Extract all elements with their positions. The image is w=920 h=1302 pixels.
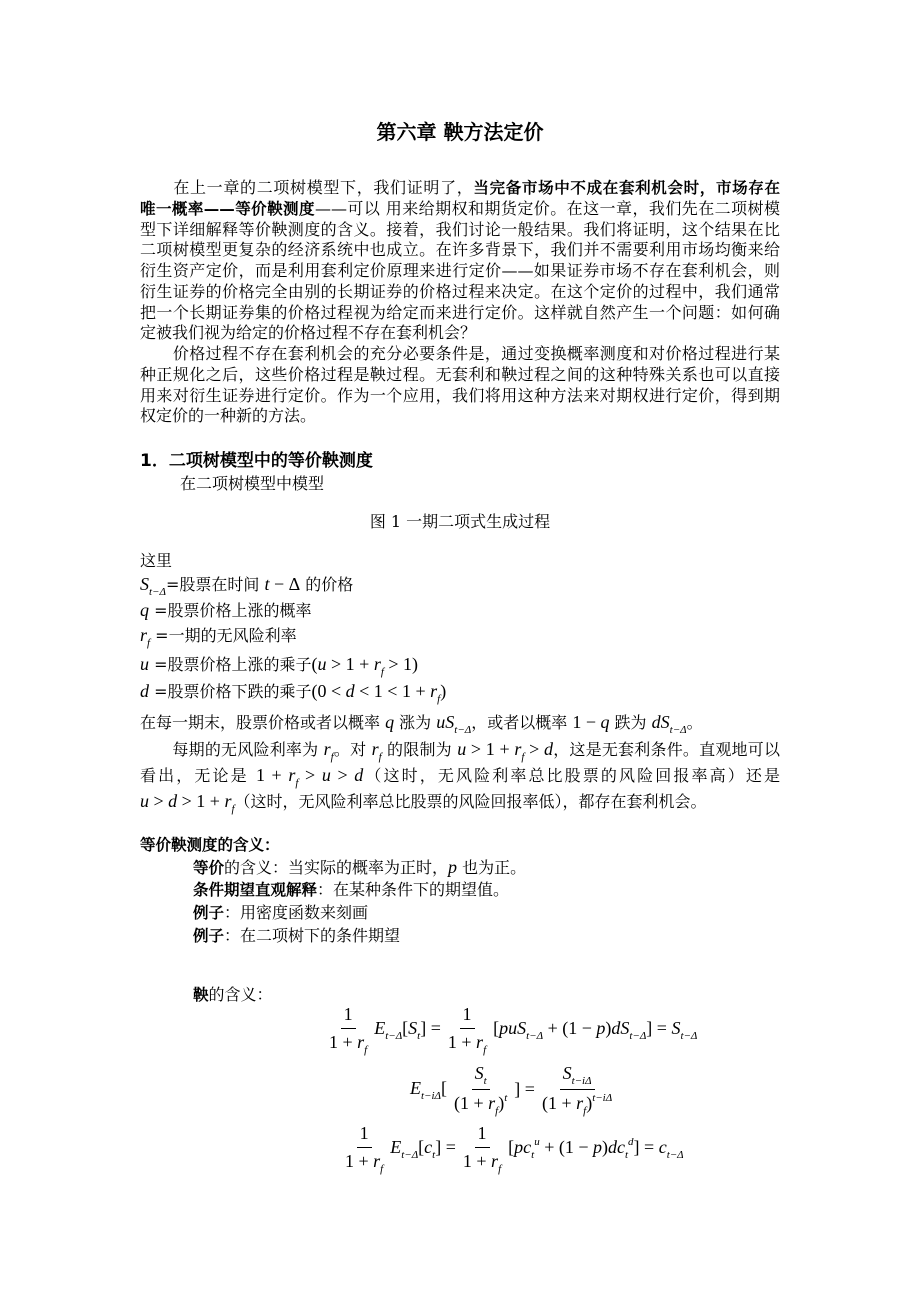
bold-text: 例子: [193, 904, 225, 922]
math-symbol: q: [140, 600, 149, 620]
math-text: (: [311, 654, 318, 674]
fraction: [451, 1062, 510, 1117]
math-symbol: u: [140, 654, 149, 674]
figure-caption: 图 1 一期二项式生成过程: [369, 512, 551, 531]
para2-line: [140, 386, 780, 406]
para1-line: [140, 178, 780, 198]
math-symbol: E: [374, 1018, 386, 1038]
bold-text: 当完备市场中不成在套利机会时，市场存在: [473, 179, 780, 197]
subscript: t−iΔ: [421, 1090, 441, 1102]
subscript: t−Δ: [401, 1149, 419, 1161]
text-run: 定被我们视为给定的价格过程不存在套利机会？: [140, 323, 477, 342]
text-run: （这时，无风险利率总比股票的风险回报率高）还是: [363, 766, 781, 785]
subscript: f: [521, 751, 525, 763]
para1-line: [140, 282, 780, 302]
math-symbol: u: [140, 791, 149, 811]
meaning-item: [193, 903, 833, 923]
para2-line: [140, 406, 780, 426]
math-symbol: c: [658, 1137, 667, 1157]
eq-term: [514, 1078, 535, 1101]
text-run: 涨为: [394, 713, 437, 732]
definition-line: [140, 681, 780, 709]
superscript: t−iΔ: [592, 1092, 613, 1104]
math-symbol: r: [373, 1151, 381, 1171]
math-text: [: [402, 1018, 409, 1038]
para1-line: [140, 261, 780, 281]
math-text: 1: [462, 1004, 472, 1024]
math-text: 1 +: [462, 1151, 492, 1171]
math-text: ] =: [514, 1079, 535, 1099]
math-symbol: r: [357, 1032, 365, 1052]
definition-line: [140, 654, 780, 682]
superscript: t: [504, 1092, 508, 1104]
definition-line: [140, 574, 780, 602]
text-run: 型下详细解释等价鞅测度的含义。接着，我们讨论一般结果。我们将证明，这个结果在比: [140, 220, 780, 239]
math-text: (1 +: [454, 1093, 489, 1113]
math-text: > 1 +: [326, 654, 374, 674]
text-run: =股票在时间: [165, 575, 265, 594]
subscript: f: [495, 1105, 499, 1117]
superscript: u: [534, 1136, 540, 1148]
math-text: ): [601, 1137, 608, 1157]
math-text: ] =: [646, 1018, 672, 1038]
math-text: 1 −: [572, 712, 601, 732]
text-run: 在每一期末，股票价格或者以概率: [140, 713, 386, 732]
para1-line: [140, 199, 780, 219]
text-run: 的含义：当实际的概率为正时，: [224, 858, 449, 877]
equation-2: [410, 1062, 619, 1117]
math-symbol: dc: [607, 1137, 625, 1157]
math-text: [: [418, 1137, 425, 1157]
subscript: t−Δ: [454, 724, 472, 736]
bold-text: 等价: [193, 859, 225, 877]
text-run: ：在二项树下的条件期望: [224, 926, 401, 945]
math-symbol: d: [140, 681, 149, 701]
definition-line: [140, 551, 780, 571]
martingale-label: [193, 985, 833, 1005]
subscript: t−Δ: [666, 1149, 684, 1161]
para1-line: [140, 303, 780, 323]
text-run: 把一个长期证券集的价格过程视为给定而来进行定价。这样就自然产生一个问题：如何确: [140, 303, 780, 322]
math-symbol: E: [410, 1078, 421, 1098]
math-text: 1 +: [345, 1151, 374, 1171]
math-text: [: [441, 1078, 447, 1098]
para3-line: [140, 765, 780, 793]
subscript: t: [531, 1149, 535, 1161]
math-symbol: S: [408, 1018, 418, 1038]
text-run: 价格过程不存在套利机会的充分必要条件是，通过变换概率测度和对价格过程进行某: [140, 344, 780, 363]
subscript: f: [147, 637, 151, 649]
math-text: > 1): [383, 654, 419, 674]
text-run: 的价格: [300, 575, 354, 594]
subscript: f: [483, 1044, 487, 1056]
text-run: =股票价格下跌的乘子: [149, 682, 312, 701]
math-text: [: [508, 1137, 515, 1157]
math-symbol: r: [488, 1093, 496, 1113]
subscript: t−Δ: [385, 1030, 403, 1042]
math-text: ] =: [435, 1137, 456, 1157]
fraction: [460, 1122, 504, 1175]
para2-line: [140, 365, 780, 385]
eq-term: [374, 1017, 441, 1042]
subscript: f: [380, 666, 384, 678]
math-text: ] =: [633, 1137, 659, 1157]
math-text: >: [330, 765, 355, 785]
math-symbol: puS: [499, 1018, 527, 1038]
math-text: >: [298, 765, 322, 785]
math-symbol: r: [371, 739, 379, 759]
math-symbol: p: [448, 857, 458, 877]
subscript: t−Δ: [629, 1030, 647, 1042]
math-text: 1: [359, 1123, 369, 1143]
subscript: t−Δ: [149, 586, 166, 598]
subscript: t−iΔ: [571, 1075, 592, 1087]
text-run: ：用密度函数来刻画: [224, 903, 369, 922]
equation-1: [322, 1003, 697, 1056]
definition-line: [140, 712, 780, 740]
math-symbol: d: [544, 739, 553, 759]
math-symbol: r: [576, 1093, 584, 1113]
fraction: [445, 1003, 489, 1056]
subscript: t−Δ: [669, 724, 687, 736]
math-symbol: r: [140, 625, 148, 645]
bold-text: 鞅: [193, 986, 209, 1004]
meaning-item: [193, 926, 833, 946]
math-text: 1 +: [255, 765, 289, 785]
text-run: ——可以 用来给期权和期货定价。在这一章，我们先在二项树模: [314, 199, 780, 218]
math-text: < 1 < 1 +: [354, 681, 431, 701]
fraction: [342, 1122, 386, 1175]
meaning-item: [193, 857, 833, 878]
math-symbol: dS: [611, 1018, 630, 1038]
math-text: ): [440, 681, 447, 701]
math-symbol: r: [514, 739, 522, 759]
text-run: 种正规化之后，这些价格过程是鞅过程。无套利和鞅过程之间的这种特殊关系也可以直接: [140, 365, 780, 384]
eq-term: [493, 1017, 697, 1042]
math-symbol: d: [168, 791, 178, 811]
math-text: >: [149, 791, 169, 811]
bold-text: 例子: [193, 927, 225, 945]
math-symbol: p: [596, 1018, 606, 1038]
math-text: + (1 −: [539, 1137, 593, 1157]
eq-term: [390, 1136, 456, 1161]
bold-text: 唯一概率——等价鞅测度: [140, 200, 315, 218]
math-text: ): [498, 1093, 505, 1113]
chapter-title: 第六章 鞅方法定价: [376, 120, 544, 144]
text-run: 衍生证券的价格完全由别的长期证券的价格过程来决定。在这个定价的过程中，我们通常: [140, 282, 780, 301]
subscript: f: [378, 751, 382, 763]
math-symbol: c: [424, 1137, 433, 1157]
math-text: + (1 −: [543, 1018, 597, 1038]
math-text: [: [493, 1018, 500, 1038]
math-text: 1: [343, 1004, 353, 1024]
text-run: =股票价格上涨的乘子: [149, 655, 312, 674]
math-symbol: r: [224, 791, 232, 811]
math-text: 1 +: [329, 1032, 358, 1052]
math-symbol: u: [457, 739, 467, 759]
subscript: f: [330, 751, 334, 763]
math-symbol: t: [264, 574, 270, 594]
math-text: ] =: [420, 1018, 441, 1038]
math-symbol: E: [390, 1137, 402, 1157]
subscript: t−Δ: [526, 1030, 544, 1042]
text-run: 。: [686, 713, 703, 732]
math-symbol: r: [430, 681, 438, 701]
math-symbol: r: [476, 1032, 484, 1052]
subscript: f: [437, 693, 441, 705]
math-symbol: d: [345, 681, 355, 701]
subscript: f: [380, 1163, 384, 1175]
math-symbol: r: [491, 1151, 499, 1171]
meaning-heading: 等价鞅测度的含义：: [140, 836, 280, 854]
eq-term: [410, 1077, 447, 1102]
subscript: t: [432, 1149, 436, 1161]
math-symbol: S: [140, 574, 149, 594]
text-run: ，或者以概率: [471, 713, 573, 732]
math-symbol: r: [373, 654, 381, 674]
fraction: [539, 1062, 615, 1117]
math-symbol: S: [474, 1063, 484, 1083]
subscript: f: [583, 1105, 587, 1117]
math-text: > 1 +: [177, 791, 225, 811]
math-symbol: S: [671, 1018, 681, 1038]
text-run: 二项树模型更复杂的经济系统中也成立。在许多背景下，我们并不需要利用市场均衡来给: [140, 240, 780, 259]
superscript: d: [628, 1136, 634, 1148]
text-run: 也为正。: [457, 858, 527, 877]
bold-text: 条件期望直观解释: [193, 881, 318, 899]
math-symbol: uS: [436, 712, 455, 732]
math-text: >: [524, 739, 544, 759]
subscript: t: [417, 1030, 421, 1042]
text-run: ，这是无套利条件。直观地可以: [553, 740, 780, 759]
math-symbol: u: [321, 765, 331, 785]
definition-line: [140, 600, 780, 621]
text-run: ：在某种条件下的期望值。: [317, 880, 510, 899]
text-run: 的限制为: [381, 740, 458, 759]
math-text: > 1 +: [466, 739, 515, 759]
text-run: 衍生资产定价，而是利用套利定价原理来进行定价——如果证券市场不存在套利机会，则: [140, 261, 780, 280]
math-symbol: d: [354, 765, 364, 785]
text-run: （这时，无风险利率总比股票的风险回报率低），都存在套利机会。: [234, 792, 707, 811]
math-text: (1 +: [541, 1093, 577, 1113]
eq-term: [508, 1136, 684, 1161]
text-run: 用来对衍生证券进行定价。作为一个应用，我们将用这种方法来对期权进行定价，得到期: [140, 386, 780, 405]
math-symbol: r: [288, 765, 296, 785]
math-text: ): [586, 1093, 593, 1113]
math-text: 1: [477, 1123, 487, 1143]
equation-3: [338, 1122, 684, 1175]
section-intro: 在二项树模型中模型: [180, 474, 325, 493]
math-symbol: pc: [514, 1137, 532, 1157]
para2-line: [140, 344, 780, 364]
para1-line: [140, 220, 780, 240]
text-run: =股票价格上涨的概率: [149, 601, 312, 620]
math-text: (0 <: [311, 681, 346, 701]
math-symbol: u: [317, 654, 327, 674]
fraction: [326, 1003, 370, 1056]
subscript: t: [624, 1149, 629, 1161]
text-run: 看出，无论是: [140, 766, 256, 785]
subscript: f: [231, 803, 235, 815]
text-run: 。对: [333, 740, 372, 759]
para1-line: [140, 240, 780, 260]
para1-line: [140, 323, 780, 343]
math-text: ): [605, 1018, 612, 1038]
text-run: 每期的无风险利率为: [140, 740, 324, 759]
para3-line: [140, 739, 780, 767]
subscript: f: [295, 777, 299, 789]
math-symbol: r: [323, 739, 331, 759]
subscript: t−Δ: [680, 1030, 698, 1042]
subscript: f: [498, 1163, 502, 1175]
text-run: 跌为: [609, 713, 652, 732]
math-symbol: q: [600, 712, 610, 732]
math-symbol: q: [385, 712, 395, 732]
section-heading: 1．二项树模型中的等价鞅测度: [140, 451, 373, 471]
math-symbol: p: [592, 1137, 602, 1157]
text-run: 这里: [140, 551, 173, 570]
subscript: t: [483, 1075, 487, 1087]
text-run: 在上一章的二项树模型下，我们证明了，: [140, 178, 474, 197]
text-run: 权定价的一种新的方法。: [140, 406, 317, 425]
para3-line: [140, 791, 780, 819]
math-text: 1 +: [447, 1032, 477, 1052]
text-run: =一期的无风险利率: [150, 626, 297, 645]
math-text: − Δ: [269, 574, 301, 594]
math-symbol: S: [562, 1063, 572, 1083]
meaning-item: [193, 880, 833, 900]
subscript: f: [364, 1044, 368, 1056]
definition-line: [140, 625, 780, 653]
text-run: 的含义：: [208, 985, 273, 1004]
math-symbol: dS: [651, 712, 670, 732]
